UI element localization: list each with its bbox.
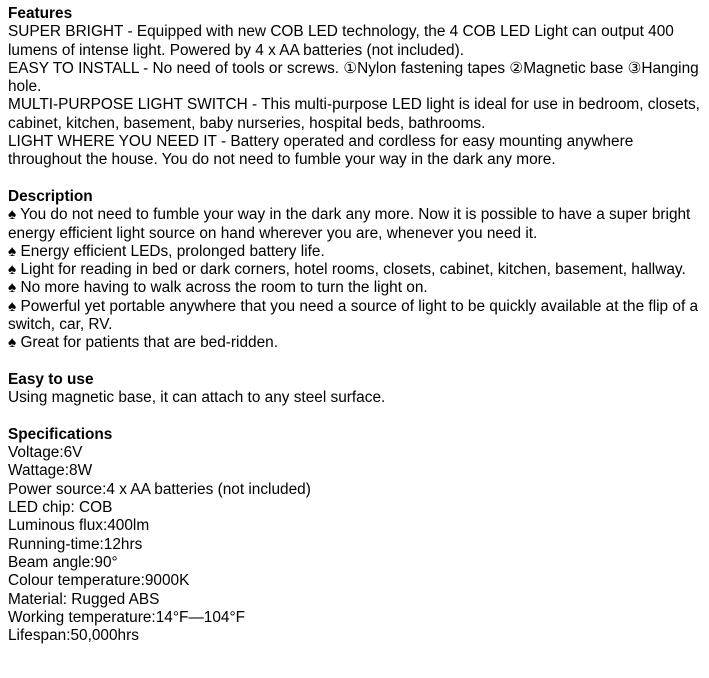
section-spacer <box>8 408 706 426</box>
description-item: ♠ Powerful yet portable anywhere that you need a source of light to be quickly available at the flip of a switch, car, RV. <box>8 297 699 334</box>
section-spacer <box>8 170 706 188</box>
specifications-heading: Specifications <box>8 425 113 443</box>
easy-to-use-section <box>8 371 706 408</box>
easy-to-use-heading: Easy to use <box>8 370 94 388</box>
spec-working-temperature: Working temperature:14°F—104°F <box>8 608 245 626</box>
description-item: ♠ Energy efficient LEDs, prolonged battery life. <box>8 242 325 260</box>
spec-running-time: Running-time:12hrs <box>8 535 143 553</box>
description-item: ♠ You do not need to fumble your way in the dark any more. Now it is possible to have a super bright energy efficient light source on hand wherever you are, whenever you need it. <box>8 206 691 242</box>
product-document <box>8 5 706 645</box>
description-item: ♠ Great for patients that are bed-ridden. <box>8 334 278 352</box>
description-item: ♠ No more having to walk across the room to turn the light on. <box>8 279 428 297</box>
description-section <box>8 188 706 353</box>
spec-power-source: Power source:4 x AA batteries (not included) <box>8 480 311 498</box>
spec-luminous-flux: Luminous flux:400lm <box>8 517 150 535</box>
easy-to-use-text: Using magnetic base, it can attach to any steel surface. <box>8 389 386 407</box>
spec-voltage: Voltage:6V <box>8 444 83 462</box>
section-spacer <box>8 353 706 371</box>
spec-wattage: Wattage:8W <box>8 462 93 480</box>
spec-colour-temperature: Colour temperature:9000K <box>8 572 190 590</box>
description-heading: Description <box>8 187 93 205</box>
specifications-section <box>8 426 706 646</box>
features-section <box>8 5 706 170</box>
spec-led-chip: LED chip: COB <box>8 499 113 517</box>
features-heading: Features <box>8 5 73 22</box>
description-item: ♠ Light for reading in bed or dark corners, hotel rooms, closets, cabinet, kitchen, basement, hallway. <box>8 261 686 279</box>
spec-beam-angle: Beam angle:90° <box>8 553 118 571</box>
feature-multi-purpose: MULTI-PURPOSE LIGHT SWITCH - This multi-purpose LED light is ideal for use in bedroom, closets, cabinet, kitchen, basement, baby nurseries, hospital beds, bathrooms. <box>8 96 700 132</box>
spec-lifespan: Lifespan:50,000hrs <box>8 627 139 645</box>
feature-easy-to-install: EASY TO INSTALL - No need of tools or screws. ①Nylon fastening tapes ②Magnetic base ③Hanging hole. <box>8 59 699 96</box>
spec-material: Material: Rugged ABS <box>8 590 160 608</box>
feature-super-bright: SUPER BRIGHT - Equipped with new COB LED technology, the 4 COB LED Light can output 400 lumens of intense light. Powered by 4 x AA batteries (not included). <box>8 23 674 59</box>
feature-light-where-needed: LIGHT WHERE YOU NEED IT - Battery operated and cordless for easy mounting anywhere throughout the house. You do not need to fumble your way in the dark any more. <box>8 133 634 169</box>
